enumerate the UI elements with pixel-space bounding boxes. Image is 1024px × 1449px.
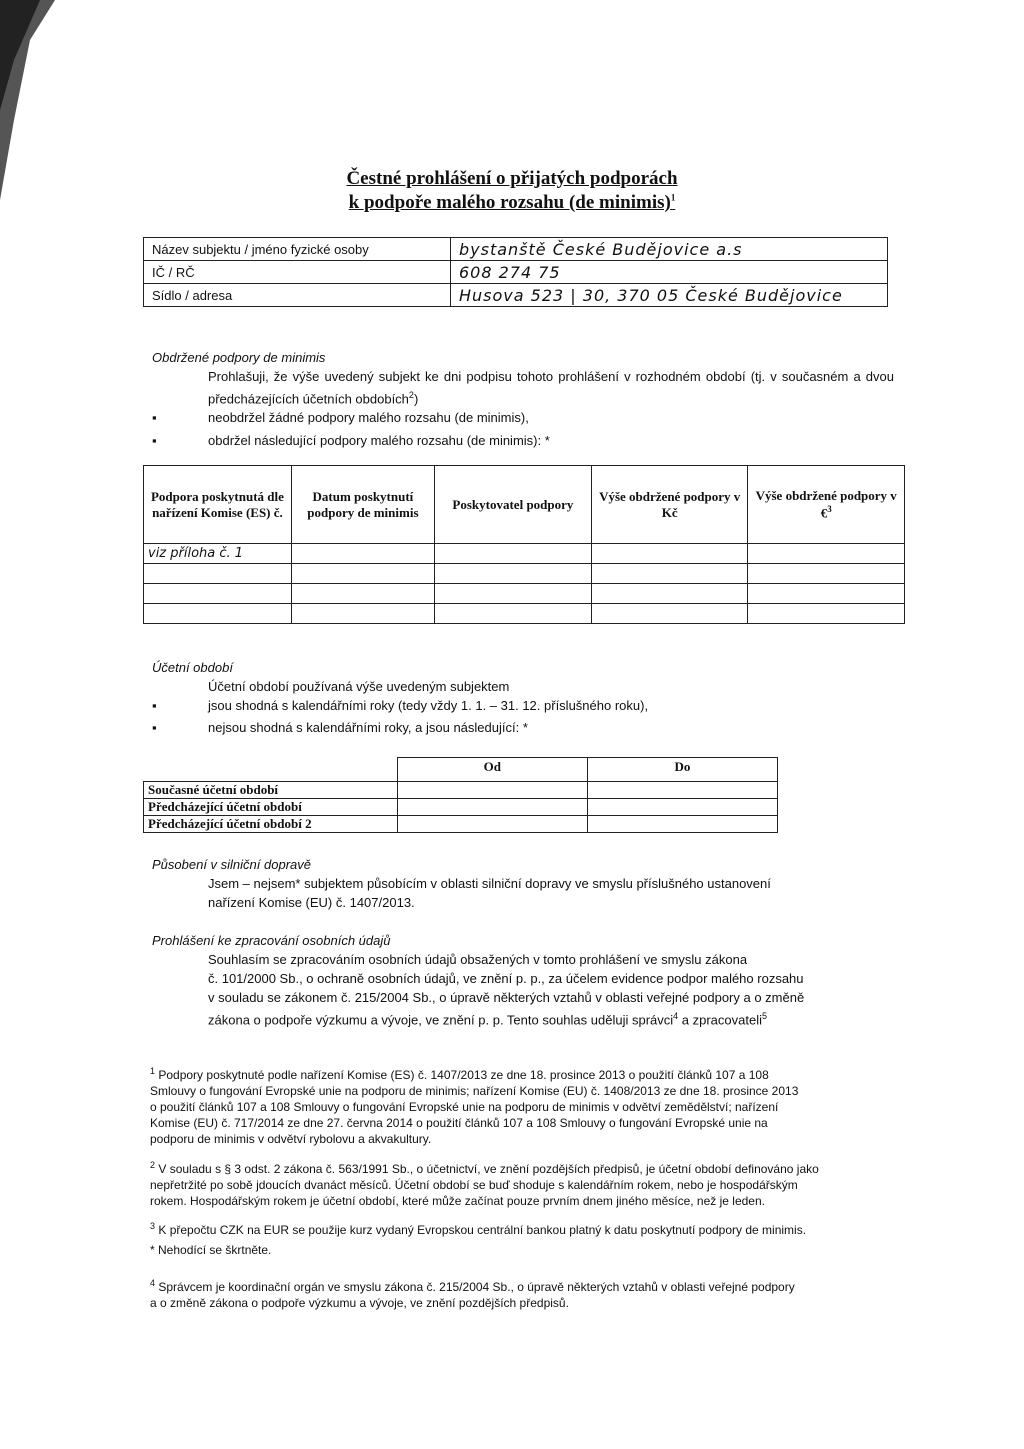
transport-heading: Působení v silniční dopravě (152, 857, 311, 872)
obtained-heading: Obdržené podpory de minimis (152, 350, 326, 365)
footnote-star: * Nehodící se škrtněte. (150, 1243, 272, 1257)
table-cell[interactable] (591, 544, 748, 564)
footnote-2-number: 2 (150, 1160, 156, 1170)
footnote-3 (150, 1218, 900, 1238)
table-cell[interactable] (291, 564, 434, 584)
table-cell[interactable] (591, 604, 748, 624)
accounting-heading: Účetní období (152, 660, 233, 675)
accounting-row-previous-2: Předcházející účetní období 2 (144, 816, 398, 833)
footnote-2-text: V souladu s § 3 odst. 2 zákona č. 563/1991 Sb., o účetnictví, ve znění pozdějších předpisů, je účetní období definováno jako (158, 1162, 819, 1176)
accounting-col-from: Od (397, 758, 587, 782)
accounting-table (143, 757, 778, 833)
footnote-1-number: 1 (150, 1066, 156, 1076)
footnote-2-line (150, 1157, 900, 1177)
support-table-header (144, 466, 905, 544)
subject-ico-value[interactable]: 608 274 75 (451, 261, 888, 284)
accounting-col-to: Do (587, 758, 777, 782)
table-cell[interactable] (434, 584, 591, 604)
subject-ico-label: IČ / RČ (144, 261, 451, 284)
obtained-para-text: Prohlašuji, že výše uvedený subjekt ke dni podpisu tohoto prohlášení v rozhodném období (tj. v současném a dvou předcházejících účetních obdobích (208, 369, 894, 407)
gdpr-line-3: v souladu se zákonem č. 215/2004 Sb., o úpravě některých vztahů v oblasti veřejné podpory a o změně (208, 990, 805, 1005)
obtained-bullet-1[interactable]: ▪ neobdržel žádné podpory malého rozsahu (de minimis), (208, 410, 529, 425)
table-cell[interactable] (748, 604, 905, 624)
subject-row-address (144, 284, 888, 307)
subject-row-ico (144, 261, 888, 284)
table-cell[interactable] (144, 584, 292, 604)
table-cell[interactable] (397, 782, 587, 799)
gdpr-heading: Prohlášení ke zpracování osobních údajů (152, 933, 391, 948)
table-row (144, 799, 778, 816)
gdpr-line-2: č. 101/2000 Sb., o ochraně osobních údajů, ve znění p. p., za účelem evidence podpor malého rozsahu (208, 971, 804, 986)
footnote-2-line: nepřetržité po sobě jdoucích dvanáct měsíců. Účetní období se buď shoduje s kalendářním rokem, nebo je hospodářským (150, 1178, 798, 1192)
subject-address-value[interactable]: Husova 523 | 30, 370 05 České Budějovice (451, 284, 888, 307)
document-title-line2 (0, 192, 1024, 214)
gdpr-note-5: 5 (762, 1011, 768, 1021)
support-table (143, 465, 905, 624)
table-cell[interactable] (291, 604, 434, 624)
footnote-1-line: Smlouvy o fungování Evropské unie na podporu de minimis; nařízení Komise (EU) č. 1408/2013 ze dne 18. prosince 2013 (150, 1084, 799, 1098)
support-col-amount-czk: Výše obdržené podpory v Kč (591, 466, 748, 544)
accounting-header-blank (144, 758, 398, 782)
document-title-line1: Čestné prohlášení o přijatých podporách (346, 168, 678, 189)
table-row (144, 584, 905, 604)
table-cell[interactable] (748, 564, 905, 584)
support-col-eur-note: 3 (827, 503, 832, 514)
table-cell[interactable] (587, 799, 777, 816)
footnote-1-line: podporu de minimis v odvětví rybolovu a akvakultury. (150, 1132, 432, 1146)
footnote-1 (150, 1063, 900, 1147)
obtained-paragraph (208, 367, 894, 408)
title-line2-text: k podpoře malého rozsahu (de minimis) (348, 192, 671, 213)
footnote-1-text: Podpory poskytnuté podle nařízení Komise (ES) č. 1407/2013 ze dne 18. prosince 2013 o použití článků 107 a 108 (158, 1068, 769, 1082)
table-cell[interactable] (144, 604, 292, 624)
footnote-2 (150, 1157, 900, 1209)
table-row (144, 544, 905, 564)
title-note: 1 (670, 192, 676, 203)
footnote-1-line: Komise (EU) č. 717/2014 ze dne 27. června 2014 o použití článků 107 a 108 Smlouvy o fungování Evropské unie na (150, 1116, 768, 1130)
table-cell[interactable] (591, 584, 748, 604)
gdpr-line-1: Souhlasím se zpracováním osobních údajů obsažených v tomto prohlášení ve smyslu zákona (208, 952, 748, 967)
footnote-3-number: 3 (150, 1221, 156, 1231)
footnote-1-line (150, 1063, 900, 1083)
support-col-amount-eur (748, 466, 905, 544)
table-row (144, 604, 905, 624)
transport-line-1: Jsem – nejsem* subjektem působícím v oblasti silniční dopravy ve smyslu příslušného ustanovení (208, 876, 771, 891)
footnote-1-line: o použití článků 107 a 108 Smlouvy o fungování Evropské unie na podporu de minimis v odvětví zemědělství; nařízení (150, 1100, 779, 1114)
footnote-2-line: rokem. Hospodářským rokem je účetní období, které může začínat pouze prvním dnem jiného měsíce, než je leden. (150, 1194, 765, 1208)
subject-name-value[interactable]: bystanště České Budějovice a.s (451, 238, 888, 261)
table-cell[interactable] (587, 782, 777, 799)
table-row (144, 816, 778, 833)
accounting-intro: Účetní období používaná výše uvedeným subjektem (208, 679, 510, 694)
table-cell[interactable] (291, 544, 434, 564)
gdpr-line-4-text: zákona o podpoře výzkumu a vývoje, ve znění p. p. Tento souhlas uděluji správci (208, 1012, 674, 1028)
subject-row-name (144, 238, 888, 261)
table-cell[interactable] (591, 564, 748, 584)
table-cell[interactable] (434, 544, 591, 564)
subject-address-label: Sídlo / adresa (144, 284, 451, 307)
subject-table (143, 237, 888, 307)
support-col-amount-eur-text: Výše obdržené podpory v € (755, 487, 897, 521)
footnote-4 (150, 1275, 900, 1311)
support-col-date: Datum poskytnutí podpory de minimis (291, 466, 434, 544)
footnote-3-text: K přepočtu CZK na EUR se použije kurz vydaný Evropskou centrální bankou platný k datu poskytnutí podpory de minimis. (158, 1223, 807, 1237)
table-cell[interactable] (748, 584, 905, 604)
table-cell[interactable] (434, 604, 591, 624)
footnote-4-line (150, 1275, 900, 1295)
transport-line-2: nařízení Komise (EU) č. 1407/2013. (208, 895, 415, 910)
accounting-row-current: Současné účetní období (144, 782, 398, 799)
obtained-bullet-2[interactable]: ▪ obdržel následující podpory malého rozsahu (de minimis): * (208, 433, 550, 448)
table-cell[interactable] (397, 799, 587, 816)
table-cell[interactable] (291, 584, 434, 604)
support-row-handwritten[interactable]: viz příloha č. 1 (144, 544, 292, 564)
gdpr-line-4-mid: a zpracovateli (678, 1012, 762, 1028)
table-cell[interactable] (748, 544, 905, 564)
footnote-4-number: 4 (150, 1278, 156, 1288)
table-cell[interactable] (434, 564, 591, 584)
table-row (144, 564, 905, 584)
accounting-bullet-1[interactable]: ▪ jsou shodná s kalendářními roky (tedy vždy 1. 1. – 31. 12. příslušného roku), (208, 698, 648, 713)
obtained-para-end: ) (413, 391, 419, 407)
table-cell[interactable] (397, 816, 587, 833)
footnote-4-text: Správcem je koordinační orgán ve smyslu zákona č. 215/2004 Sb., o úpravě některých vztahů v oblasti veřejné podpory (158, 1280, 795, 1294)
support-col-provider: Poskytovatel podpory (434, 466, 591, 544)
gdpr-line-4 (208, 1007, 894, 1029)
accounting-row-previous: Předcházející účetní období (144, 799, 398, 816)
subject-name-label: Název subjektu / jméno fyzické osoby (144, 238, 451, 261)
table-row (144, 782, 778, 799)
footnote-4-line: a o změně zákona o podpoře výzkumu a vývoje, ve znění pozdějších předpisů. (150, 1296, 569, 1310)
obtained-note: 2 (408, 390, 414, 400)
gdpr-note-4: 4 (673, 1011, 679, 1021)
accounting-header-row (144, 758, 778, 782)
table-cell[interactable] (587, 816, 777, 833)
accounting-bullet-2[interactable]: ▪ nejsou shodná s kalendářními roky, a jsou následující: * (208, 720, 528, 735)
table-cell[interactable] (144, 564, 292, 584)
support-col-regulation: Podpora poskytnutá dle nařízení Komise (ES) č. (144, 466, 292, 544)
